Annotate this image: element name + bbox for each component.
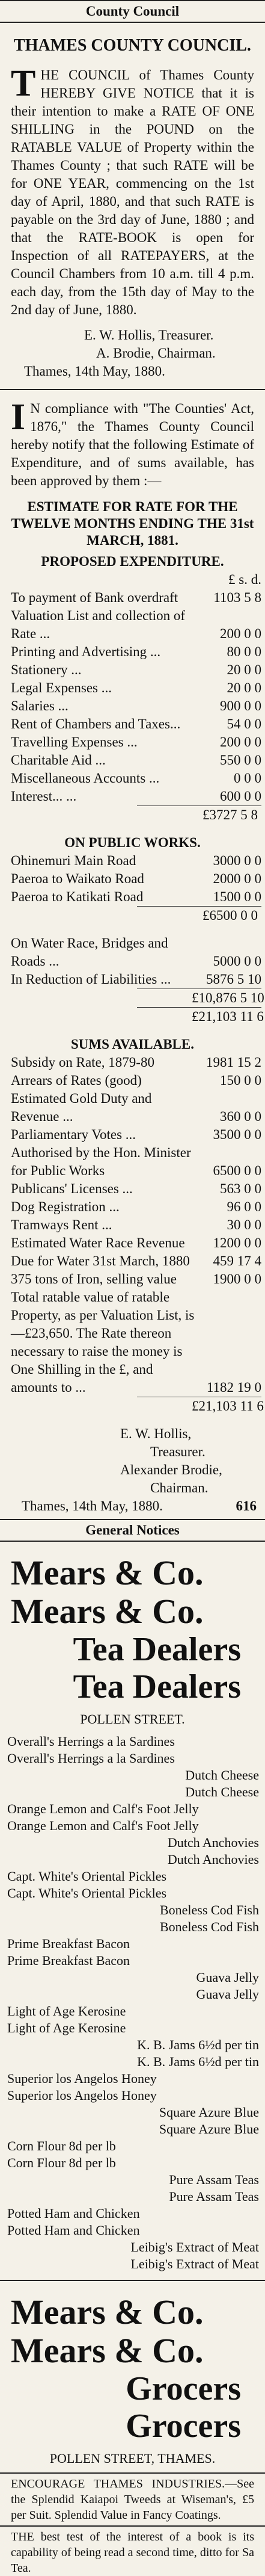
tea-notice: THE best test of the interest of a book is its capability of being read a second time, ditto for Sa Tea. (11, 2530, 254, 2575)
ad-item: Dutch Cheese (185, 1784, 259, 1799)
expenditure-row (11, 679, 261, 697)
works-heading: ON PUBLIC WORKS. (64, 835, 201, 850)
ad-item: Capt. White's Oriental Pickles (7, 1869, 167, 1884)
works-row-amount: 3000 0 0 (213, 853, 261, 868)
mears-tea-ad (0, 1542, 265, 2273)
sums-row (11, 1072, 261, 1090)
sums-row-amount: 563 0 0 (220, 1181, 261, 1196)
ad-item: Potted Ham and Chicken (7, 2206, 140, 2221)
sums-row-amount: 1182 19 0 (206, 1380, 261, 1395)
col-headers: £ s. d. (228, 572, 261, 587)
sums-row (11, 1090, 261, 1126)
ad-item: Orange Lemon and Calf's Foot Jelly (7, 1818, 199, 1833)
sums-row (11, 1054, 261, 1072)
expenditure-row (11, 607, 261, 643)
ad-item: Corn Flour 8d per lb (7, 2138, 116, 2153)
drop-cap: I (11, 397, 26, 438)
sums-row-amount: 360 0 0 (220, 1109, 261, 1124)
sums-row (11, 1288, 261, 1397)
general-notices-header: General Notices (0, 1519, 265, 1542)
sums-heading: SUMS AVAILABLE. (71, 1037, 194, 1052)
ad-item: Dutch Anchovies (167, 1835, 259, 1850)
works-row (11, 870, 261, 888)
ad-item: Boneless Cod Fish (159, 1919, 259, 1934)
expenditure-row (11, 661, 261, 679)
ad-item: Pure Assam Teas (169, 2189, 259, 2204)
water-row-label: In Reduction of Liabilities ... (11, 972, 171, 987)
estimate-chairman: Alexander Brodie, (120, 1462, 222, 1477)
ad-item: Boneless Cod Fish (159, 1902, 259, 1917)
sums-row-amount: 150 0 0 (220, 1073, 261, 1088)
kaiapoi-ad: ENCOURAGE THAMES INDUSTRIES.—See the Splendid Kaiapoi Tweeds at Wiseman's, £5 per Suit. Splendid Value in Fancy Coatings. (11, 2477, 254, 2522)
ad-item: Light of Age Kerosine (7, 2020, 126, 2035)
divider (0, 2525, 265, 2527)
expenditure-row-amount: 20 0 0 (227, 680, 261, 695)
sums-row (11, 1126, 261, 1144)
sums-row-amount: 3500 0 0 (213, 1127, 261, 1142)
notice-chairman: A. Brodie, Chairman. (96, 346, 216, 361)
ad-item: Guava Jelly (196, 1987, 259, 2002)
expenditure-row (11, 643, 261, 661)
ad-item: Light of Age Kerosine (7, 2003, 126, 2019)
expenditure-row-label: Rent of Chambers and Taxes... (11, 716, 181, 731)
divider (0, 389, 265, 390)
expenditure-row-label: Salaries ... (11, 698, 69, 713)
sums-row (11, 1180, 261, 1198)
sums-row-amount: 1981 15 2 (206, 1055, 261, 1070)
sums-total: £21,103 11 6 (192, 1398, 264, 1414)
sums-row (11, 1144, 261, 1180)
sums-row-label: Total ratable value of ratable Property, as per Valuation List, is—£23,650. The Rate thereon necessary to raise the money is One Shilling in the £, and amounts to ... (11, 1290, 195, 1395)
ad-item: Prime Breakfast Bacon (7, 1936, 130, 1951)
expenditure-row-amount: 550 0 0 (220, 753, 261, 768)
works-table (0, 852, 265, 1026)
expenditure-row (11, 787, 261, 805)
sums-row-label: Due for Water 31st March, 1880 (11, 1253, 190, 1268)
notice-date: Thames, 14th May, 1880. (24, 364, 165, 379)
mears-grocers-ad (0, 2283, 265, 2469)
expenditure-row-amount: 0 0 0 (234, 771, 261, 786)
ad-item: Leibig's Extract of Meat (130, 2256, 259, 2271)
sums-row-amount: 1900 0 0 (213, 1271, 261, 1286)
sums-row (11, 1198, 261, 1216)
sums-row-label: Parliamentary Votes ... (11, 1127, 136, 1142)
divider (0, 2472, 265, 2474)
exp-total: £3727 5 8 (203, 807, 258, 822)
water-row (11, 934, 261, 970)
estimate-notice (0, 397, 265, 1515)
ad-street: POLLEN STREET, THAMES. (49, 2451, 216, 2466)
expenditure-row-amount: 1103 5 8 (213, 590, 261, 605)
sums-row-label: Authorised by the Hon. Minister for Public Works (11, 1145, 191, 1178)
ad-subtitle: Tea Dealers (73, 1631, 241, 1668)
sums-row-amount: 30 0 0 (227, 1217, 261, 1232)
section-header: County Council (0, 0, 265, 23)
notice-text: HE COUNCIL of Thames County HEREBY GIVE NOTICE that it is their intention to make a RATE OF ONE SHILLING in the POUND on the RATABLE VALUE of Property within the Thames County ; that such RATE will be for ONE YEAR, commencing on the 1st day of April, 1880, and that such RATE is payable on the 3rd day of June, 1880 ; and that the RATE-BOOK is open for Inspection of all RATEPAYERS, at the Council Chambers from 10 a.m. till 4 p.m. each day, from the 15th day of May to the 2nd day of June, 1880. (11, 67, 254, 317)
sums-row-label: Arrears of Rates (good) (11, 1073, 142, 1088)
estimate-intro-text: N compliance with "The Counties' Act, 1876," the Thames County Council hereby notify that the following Estimate of Expenditure, and of sums available, has been approved by them :— (11, 401, 254, 488)
sums-row (11, 1216, 261, 1234)
expenditure-row-label: Printing and Advertising ... (11, 644, 161, 659)
expenditure-table (0, 571, 265, 824)
ad-item: Dutch Anchovies (167, 1852, 259, 1867)
works-row-amount: 2000 0 0 (213, 871, 261, 886)
expenditure-row (11, 715, 261, 733)
works-row-label: Ohinemuri Main Road (11, 853, 136, 868)
works-total: £6500 0 0 (203, 908, 258, 923)
ad-item: Overall's Herrings a la Sardines (7, 1734, 175, 1749)
water-row-label: On Water Race, Bridges and Roads ... (11, 936, 168, 969)
works-row (11, 888, 261, 906)
ad-item: Superior los Angelos Honey (7, 2071, 157, 2086)
ad-subtitle: Grocers (126, 2407, 241, 2445)
expenditure-row-amount: 900 0 0 (220, 698, 261, 713)
sums-row-amount: 96 0 0 (227, 1199, 261, 1214)
sums-row (11, 1234, 261, 1252)
ad-subtitle: Tea Dealers (73, 1668, 241, 1705)
ad-item: Superior los Angelos Honey (7, 2088, 157, 2103)
expenditure-row-amount: 80 0 0 (227, 644, 261, 659)
expenditure-row-label: Travelling Expenses ... (11, 734, 138, 750)
sums-row-label: 375 tons of Iron, selling value (11, 1271, 177, 1286)
ad-name: Mears & Co. (11, 2292, 204, 2332)
ad-street: POLLEN STREET. (80, 1712, 185, 1727)
divider (0, 2280, 265, 2281)
expenditure-row-label: Legal Expenses ... (11, 680, 112, 695)
expenditure-row-label: Miscellaneous Accounts ... (11, 771, 160, 786)
expenditure-row (11, 769, 261, 787)
expenditure-row-label: Stationery ... (11, 662, 82, 677)
ad-item: Leibig's Extract of Meat (130, 2239, 259, 2255)
ad-item-list (0, 1733, 265, 2273)
expenditure-row (11, 751, 261, 769)
ad-reference: 616 (236, 1498, 257, 1513)
ad-item: K. B. Jams 6½d per tin (137, 2054, 259, 2069)
expenditure-row-label: Valuation List and collection of Rate ... (11, 608, 185, 641)
sums-row-amount: 6500 0 0 (213, 1163, 261, 1178)
sums-row-amount: 1200 0 0 (213, 1235, 261, 1250)
ad-name: Mears & Co. (11, 2331, 204, 2370)
ad-item: Dutch Cheese (185, 1768, 259, 1783)
expenditure-row (11, 733, 261, 751)
estimate-heading: ESTIMATE FOR RATE FOR THE TWELVE MONTHS ENDING THE 31st MARCH, 1881. (11, 499, 254, 548)
ad-subtitle: Grocers (126, 2370, 241, 2407)
ad-name: Mears & Co. (11, 1592, 204, 1631)
expenditure-row-amount: 20 0 0 (227, 662, 261, 677)
sums-table (0, 1054, 265, 1415)
expenditure-row-amount: 200 0 0 (220, 626, 261, 641)
expenditure-row-amount: 54 0 0 (227, 716, 261, 731)
works-row-amount: 1500 0 0 (213, 889, 261, 904)
estimate-signer: E. W. Hollis, (120, 1426, 192, 1441)
ad-item: Overall's Herrings a la Sardines (7, 1751, 175, 1766)
works-row-label: Paeroa to Waikato Road (11, 871, 144, 886)
works-row (11, 852, 261, 870)
ad-item: Guava Jelly (196, 1970, 259, 1985)
sums-row-label: Publicans' Licenses ... (11, 1181, 133, 1196)
expenditure-row (11, 589, 261, 607)
ad-item: K. B. Jams 6½d per tin (137, 2037, 259, 2052)
expenditure-heading: PROPOSED EXPENDITURE. (41, 554, 224, 569)
notice-title: THAMES COUNTY COUNCIL. (14, 36, 251, 55)
estimate-signer-role: Treasurer. (150, 1444, 206, 1459)
expenditure-row-label: To payment of Bank overdraft (11, 590, 178, 605)
water-row (11, 970, 261, 989)
ad-item: Square Azure Blue (159, 2105, 259, 2120)
sums-row (11, 1252, 261, 1270)
ad-item: Capt. White's Oriental Pickles (7, 1885, 167, 1901)
expenditure-row (11, 697, 261, 715)
council-notice (0, 34, 265, 380)
notice-body (0, 63, 265, 319)
ad-name: Mears & Co. (11, 1553, 204, 1592)
water-row-amount: 5000 0 0 (213, 954, 261, 969)
ad-item: Orange Lemon and Calf's Foot Jelly (7, 1801, 199, 1816)
ad-item: Square Azure Blue (159, 2121, 259, 2137)
sums-row-label: Estimated Water Race Revenue (11, 1235, 185, 1250)
ad-item: Corn Flour 8d per lb (7, 2155, 116, 2170)
water-row-amount: 5876 5 10 (206, 972, 261, 987)
estimate-intro (0, 397, 265, 490)
ad-item: Prime Breakfast Bacon (7, 1953, 130, 1968)
expenditure-row-amount: 600 0 0 (220, 789, 261, 804)
estimate-chairman-role: Chairman. (150, 1480, 209, 1495)
ad-item: Pure Assam Teas (169, 2172, 259, 2187)
sums-row-amount: 459 17 4 (213, 1253, 261, 1268)
expenditure-row-label: Charitable Aid ... (11, 753, 106, 768)
sums-row-label: Tramways Rent ... (11, 1217, 112, 1232)
sums-row-label: Subsidy on Rate, 1879-80 (11, 1055, 154, 1070)
estimate-date: Thames, 14th May, 1880. (22, 1498, 163, 1513)
ad-item: Potted Ham and Chicken (7, 2223, 140, 2238)
sums-row-label: Dog Registration ... (11, 1199, 120, 1214)
expenditure-row-amount: 200 0 0 (220, 734, 261, 750)
sums-row (11, 1270, 261, 1288)
expenditure-row-label: Interest... ... (11, 789, 77, 804)
works-row-label: Paeroa to Katikati Road (11, 889, 144, 904)
drop-cap: T (11, 63, 36, 104)
sums-row-label: Estimated Gold Duty and Revenue ... (11, 1091, 152, 1124)
water-total: £10,876 5 10 (192, 990, 264, 1005)
notice-signer: E. W. Hollis, Treasurer. (84, 327, 214, 343)
grand-total: £21,103 11 6 (192, 1009, 264, 1024)
